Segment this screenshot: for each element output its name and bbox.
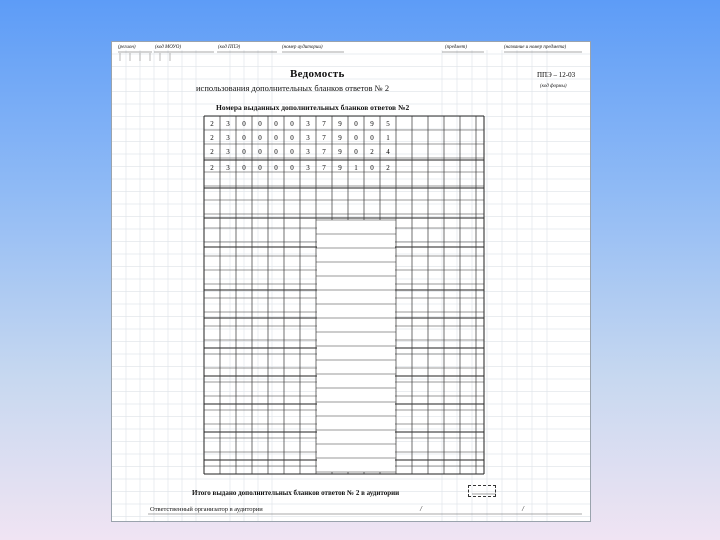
- blank-number-digit[interactable]: 3: [306, 164, 310, 172]
- blank-number-digit[interactable]: 2: [210, 148, 214, 156]
- header-label-ppe: (код ППЭ): [218, 45, 241, 50]
- blank-number-digit[interactable]: 0: [274, 120, 278, 128]
- blank-number-digit[interactable]: 3: [306, 148, 310, 156]
- blank-number-digit[interactable]: 2: [370, 148, 374, 156]
- statement-form: [111, 41, 591, 522]
- document-title: Ведомость: [290, 68, 345, 80]
- blank-number-digit[interactable]: 0: [274, 134, 278, 142]
- blank-number-digit[interactable]: 0: [290, 164, 294, 172]
- total-count-box[interactable]: [468, 485, 496, 497]
- footer-signature-label: Ответственный организатор в аудитории: [150, 506, 263, 513]
- blank-number-digit[interactable]: 2: [210, 164, 214, 172]
- blank-number-digit[interactable]: 2: [210, 134, 214, 142]
- header-label-subject-name: (название и номер предмета): [504, 45, 567, 50]
- blank-number-digit[interactable]: 3: [226, 148, 230, 156]
- blank-number-digit[interactable]: 0: [258, 120, 262, 128]
- blank-number-digit[interactable]: 0: [354, 148, 358, 156]
- blank-number-digit[interactable]: 9: [338, 164, 342, 172]
- blank-number-digit[interactable]: 3: [226, 134, 230, 142]
- form-code: ППЭ – 12-03: [537, 71, 576, 79]
- column-header: Номера выданных дополнительных бланков ответов №2: [216, 103, 410, 112]
- blank-number-digit[interactable]: 7: [322, 134, 326, 142]
- blank-number-digit[interactable]: 7: [322, 164, 326, 172]
- blank-number-digit[interactable]: 7: [322, 120, 326, 128]
- blank-number-digit[interactable]: 3: [306, 120, 310, 128]
- blank-number-digit[interactable]: 0: [242, 148, 246, 156]
- blank-number-digit[interactable]: 1: [354, 164, 358, 172]
- blank-number-digit[interactable]: 9: [338, 148, 342, 156]
- blank-number-digit[interactable]: 0: [290, 120, 294, 128]
- form-code-label: (код формы): [540, 84, 567, 89]
- blank-number-digit[interactable]: 0: [242, 164, 246, 172]
- blank-number-digit[interactable]: 0: [290, 148, 294, 156]
- blank-number-digit[interactable]: 0: [258, 164, 262, 172]
- footer-total-label: Итого выдано дополнительных бланков ответов № 2 в аудитории: [192, 489, 400, 497]
- header-label-room: (номер аудитории): [282, 45, 323, 50]
- blank-number-digit[interactable]: 3: [306, 134, 310, 142]
- header-label-mouo: (код МОУО): [155, 45, 182, 50]
- document-subtitle: использования дополнительных бланков ответов № 2: [196, 83, 390, 93]
- blank-number-digit[interactable]: 9: [370, 120, 374, 128]
- blank-number-digit[interactable]: 2: [210, 120, 214, 128]
- blank-number-digit[interactable]: 0: [274, 164, 278, 172]
- blank-number-digit[interactable]: 5: [386, 120, 390, 128]
- blank-number-digit[interactable]: 0: [354, 134, 358, 142]
- form-grid: [112, 42, 591, 522]
- blank-number-digit[interactable]: 0: [354, 120, 358, 128]
- signature-slash-1: /: [420, 505, 422, 513]
- blank-number-digit[interactable]: 1: [386, 134, 390, 142]
- blank-number-digit[interactable]: 9: [338, 120, 342, 128]
- blank-number-digit[interactable]: 0: [274, 148, 278, 156]
- blank-number-digit[interactable]: 0: [370, 134, 374, 142]
- blank-number-digit[interactable]: 4: [386, 148, 390, 156]
- blank-number-digit[interactable]: 9: [338, 134, 342, 142]
- blank-number-digit[interactable]: 0: [242, 134, 246, 142]
- blank-number-digit[interactable]: 0: [258, 148, 262, 156]
- blank-number-digit[interactable]: 0: [258, 134, 262, 142]
- header-label-region: (регион): [118, 45, 136, 50]
- blank-number-digit[interactable]: 3: [226, 120, 230, 128]
- blank-number-digit[interactable]: 0: [242, 120, 246, 128]
- blank-number-digit[interactable]: 7: [322, 148, 326, 156]
- blank-number-digit[interactable]: 0: [370, 164, 374, 172]
- blank-number-digit[interactable]: 3: [226, 164, 230, 172]
- blank-number-digit[interactable]: 0: [290, 134, 294, 142]
- signature-slash-2: /: [522, 505, 524, 513]
- blank-number-digit[interactable]: 2: [386, 164, 390, 172]
- header-label-subject: (предмет): [445, 45, 467, 50]
